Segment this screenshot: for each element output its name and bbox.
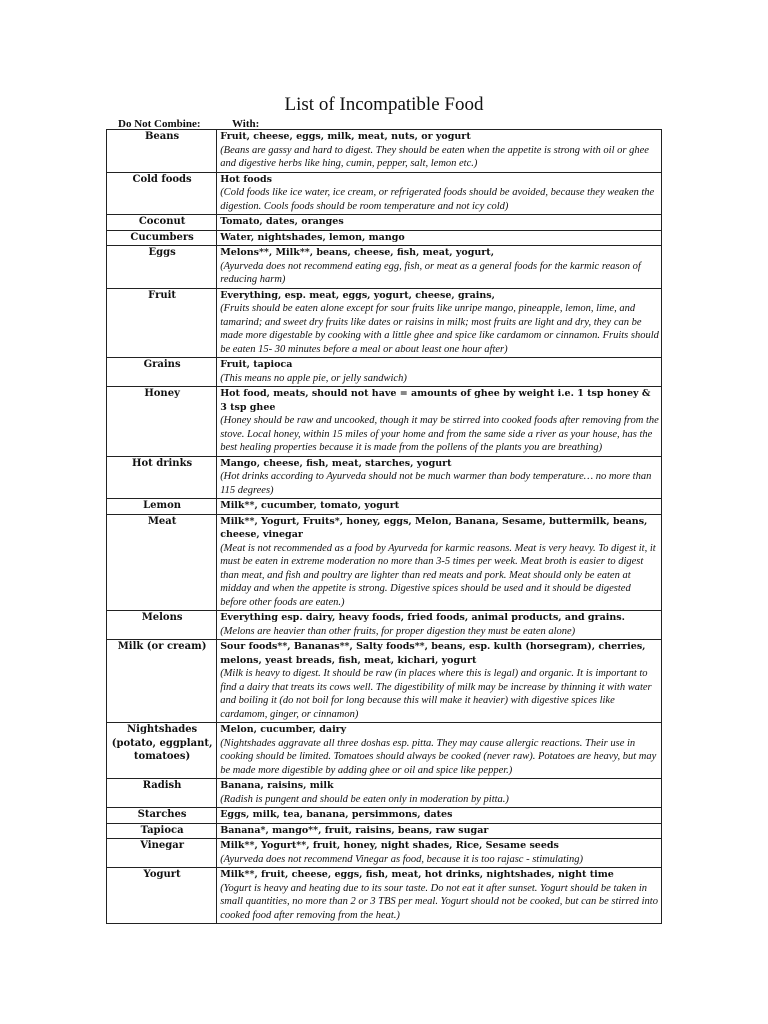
incompatible-foods-text: Hot foods (220, 173, 272, 185)
incompatible-foods-text: Milk**, Yogurt, Fruits*, honey, eggs, Melon, Banana, Sesame, buttermilk, beans, cheese, vinegar (220, 515, 648, 540)
incompatible-with-cell (217, 611, 662, 640)
food-name-cell: Nightshades (potato, eggplant, tomatoes) (107, 723, 217, 779)
incompatible-foods-text: Everything esp. dairy, heavy foods, fried foods, animal products, and grains. (220, 612, 625, 623)
food-name-cell: Hot drinks (107, 456, 217, 499)
food-name-cell: Vinegar (107, 839, 217, 868)
table-row (107, 823, 662, 839)
food-name-cell: Fruit (107, 288, 217, 358)
page-title: List of Incompatible Food (284, 94, 484, 115)
explanation-note: (Meat is not recommended as a food by Ayurveda for karmic reasons. Meat is very heavy. To digest it, it must be eaten in extreme moderation no more than 3-5 times per week. Meat broth is easier to digest than meat, and fish and poultry are lighter than red meats and pork. Meat should only be eaten at midday and when the appetite is strong. Digestive spices should be used and it should be digested before other foods are eaten.) (220, 542, 656, 608)
incompatible-with-cell (217, 499, 662, 515)
explanation-note: (Honey should be raw and uncooked, though it may be stirred into cooked foods after removing from the stove. Local honey, within 15 miles of your home and from the same side a river as your house, has the best healing properties because it is made from the pollens of the plants you are breathing) (220, 415, 659, 453)
table-row (107, 723, 662, 779)
incompatible-with-cell (217, 215, 662, 231)
table-row (107, 808, 662, 824)
incompatible-foods-text: Water, nightshades, lemon, mango (220, 231, 405, 243)
table-row (107, 230, 662, 246)
food-name-cell: Melons (107, 611, 217, 640)
table-row (107, 499, 662, 515)
explanation-note: (Beans are gassy and hard to digest. They should be eaten when the appetite is strong with oil or ghee and digestive herbs like hing, cumin, pepper, salt, lemon etc.) (220, 144, 649, 169)
incompatible-with-cell (217, 387, 662, 457)
table-body (107, 130, 662, 924)
explanation-note: (Milk is heavy to digest. It should be raw (in places where this is legal) and organic. It is important to find a dairy that treats its cows well. The digestibility of milk may be increase by thinning it with water and boiling it (do not boil for long because this will make it heavier) with digestive spices like cardamom, ginger, or cinnamon) (220, 668, 652, 720)
food-name-cell: Coconut (107, 215, 217, 231)
incompatible-with-cell (217, 130, 662, 173)
food-name-cell: Milk (or cream) (107, 640, 217, 723)
incompatible-foods-text: Tomato, dates, oranges (220, 216, 344, 227)
food-name-cell: Radish (107, 779, 217, 808)
food-name-cell: Meat (107, 514, 217, 611)
incompatible-foods-text: Milk**, Yogurt**, fruit, honey, night shades, Rice, Sesame seeds (220, 840, 559, 851)
food-name-cell: Lemon (107, 499, 217, 515)
table-row (107, 215, 662, 231)
food-name-cell: Beans (107, 130, 217, 173)
food-name-cell: Tapioca (107, 823, 217, 839)
incompatible-with-cell (217, 868, 662, 924)
incompatible-foods-text: Everything, esp. meat, eggs, yogurt, cheese, grains, (220, 289, 495, 301)
column-header-with: With: (232, 118, 260, 130)
incompatible-with-cell (217, 779, 662, 808)
incompatible-foods-text: Eggs, milk, tea, banana, persimmons, dates (220, 809, 453, 820)
incompatible-with-cell (217, 358, 662, 387)
incompatible-foods-text: Hot food, meats, should not have = amounts of ghee by weight i.e. 1 tsp honey & 3 tsp ghee (220, 388, 651, 413)
incompatible-with-cell (217, 640, 662, 723)
table-row (107, 387, 662, 457)
table-row (107, 514, 662, 611)
food-name-cell: Starches (107, 808, 217, 824)
food-name-cell: Grains (107, 358, 217, 387)
explanation-note: (Ayurveda does not recommend eating egg, fish, or meat as a general foods for the karmic reason of reducing harm) (220, 260, 641, 285)
explanation-note: (Cold foods like ice water, ice cream, or refrigerated foods should be avoided, because they weaken the digestion. Cools foods should be room temperature and not icy cold) (220, 187, 655, 212)
explanation-note: (Radish is pungent and should be eaten only in moderation by pitta.) (220, 793, 509, 805)
explanation-note: (Melons are heavier than other fruits, for proper digestion they must be eaten alone) (220, 625, 576, 637)
table-row (107, 288, 662, 358)
incompatible-foods-text: Milk**, fruit, cheese, eggs, fish, meat, hot drinks, nightshades, night time (220, 869, 614, 880)
incompatible-with-cell (217, 172, 662, 215)
food-name-cell: Yogurt (107, 868, 217, 924)
incompatible-foods-text: Milk**, cucumber, tomato, yogurt (220, 500, 400, 511)
incompatible-foods-text: Banana, raisins, milk (220, 780, 334, 791)
table-row (107, 456, 662, 499)
incompatible-with-cell (217, 288, 662, 358)
incompatible-foods-text: Melons**, Milk**, beans, cheese, fish, meat, yogurt, (220, 247, 495, 258)
explanation-note: (This means no apple pie, or jelly sandwich) (220, 372, 407, 384)
table-row (107, 172, 662, 215)
incompatible-with-cell (217, 514, 662, 611)
incompatible-with-cell (217, 823, 662, 839)
incompatible-with-cell (217, 723, 662, 779)
column-header-do-not-combine: Do Not Combine: (118, 118, 201, 130)
table-row (107, 246, 662, 289)
explanation-note: (Ayurveda does not recommend Vinegar as food, because it is too rajasc - stimulating) (220, 853, 583, 865)
food-name-cell: Eggs (107, 246, 217, 289)
incompatible-foods-text: Mango, cheese, fish, meat, starches, yogurt (220, 457, 452, 469)
incompatible-foods-text: Melon, cucumber, dairy (220, 724, 347, 735)
table-row (107, 868, 662, 924)
table-row (107, 611, 662, 640)
food-name-cell: Cold foods (107, 172, 217, 215)
incompatible-with-cell (217, 230, 662, 246)
table-row (107, 779, 662, 808)
food-name-cell: Cucumbers (107, 230, 217, 246)
incompatible-with-cell (217, 839, 662, 868)
incompatible-with-cell (217, 808, 662, 824)
explanation-note: (Fruits should be eaten alone except for sour fruits like unripe mango, pineapple, lemon, lime, and tamarind; and sweet dry fruits like dates or raisins in milk; most fruits are light and dry, they can be made more digestable by cooking with a little ghee and spice like cardamom or cinnamon. Fruits should be eaten 15- 30 minutes before a meal or about least one hour after) (220, 303, 659, 355)
table-row (107, 358, 662, 387)
table-row (107, 130, 662, 173)
explanation-note: (Yogurt is heavy and heating due to its sour taste. Do not eat it after sunset. Yogurt should be taken in small quantities, no more than 2 or 3 TBS per meal. Yogurt should not be cooked, but can be stirred into cooked food after removing from the heat.) (220, 882, 658, 921)
explanation-note: (Hot drinks according to Ayurveda should not be much warmer than body temperature… no more than 115 degrees) (220, 471, 652, 496)
incompatible-foods-text: Fruit, tapioca (220, 359, 293, 370)
incompatible-with-cell (217, 456, 662, 499)
incompatible-food-table (106, 129, 662, 924)
incompatible-foods-text: Sour foods**, Bananas**, Salty foods**, beans, esp. kulth (horsegram), cherries, melons, yeast breads, fish, meat, kichari, yogurt (220, 641, 646, 666)
incompatible-with-cell (217, 246, 662, 289)
incompatible-foods-text: Banana*, mango**, fruit, raisins, beans, raw sugar (220, 824, 489, 836)
food-name-cell: Honey (107, 387, 217, 457)
incompatible-foods-text: Fruit, cheese, eggs, milk, meat, nuts, or yogurt (220, 131, 471, 142)
table-row (107, 640, 662, 723)
explanation-note: (Nightshades aggravate all three doshas esp. pitta. They may cause allergic reactions. Their use in cooking should be limited. Tomatoes should always be cooked (never raw). Potatoes are heavy, but may be made more digestible by adding ghee or oil and spice like pepper.) (220, 737, 657, 776)
table-row (107, 839, 662, 868)
